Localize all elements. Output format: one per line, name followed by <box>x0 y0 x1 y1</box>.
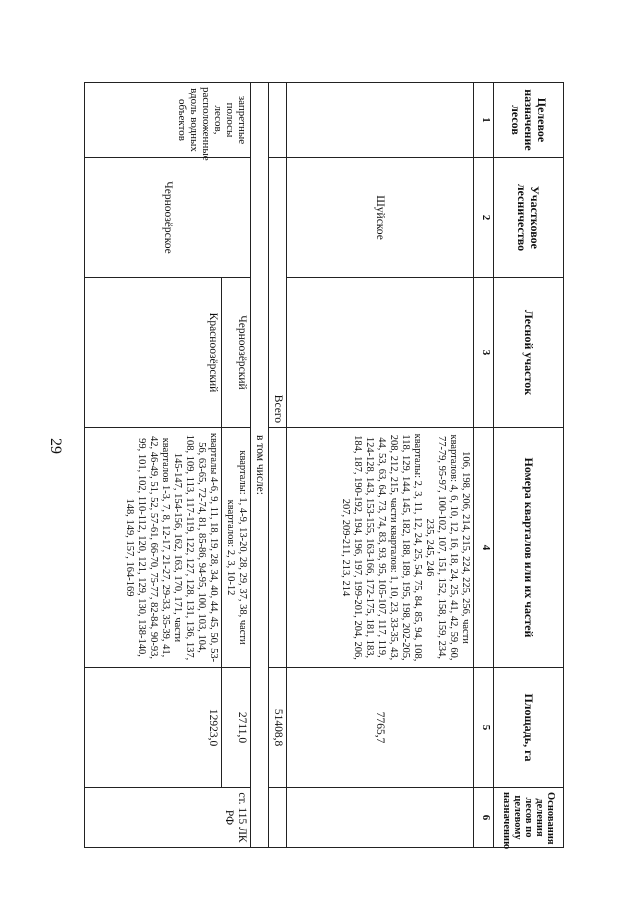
total-row <box>269 83 287 848</box>
chernoozerskiy-quarters: кварталы: 1, 4-9, 13-20, 28, 29, 37, 38, части кварталов: 2, 3, 10-12 <box>222 428 251 668</box>
krasnoozerskiy-quarters: кварталы 4-6, 9, 11, 18, 19, 28, 34, 40, 44, 45, 50, 53-56, 63-65, 72-74, 81, 85-86, 94-95, 100, 103, 104, 108, 109, 113, 117-119, 122, 127, 128, 131, 136, 137, 145-147, 154-156, 162, 163, 170, 171, части кварталов 1-3, 7, 8, 12-17, 21-27, 29-33, 35-39, 41, 42, 46-49, 51, 52, 57-61, 66-70, 75-77, 82-84, 90-93, 99, 101, 102, 110-112, 120, 121, 129, 130, 138-140, 148, 149, 157, 164-169 <box>85 428 222 668</box>
col-num-2: 2 <box>473 158 493 278</box>
total-area: 51408,8 <box>269 668 287 788</box>
header-area: Площадь, га <box>494 668 564 788</box>
shuya-row <box>287 83 473 848</box>
header-row <box>494 83 564 848</box>
plot-chernoozerskiy: Черноозёрский <box>222 278 251 428</box>
shuya-district: Шуйское <box>287 158 473 278</box>
shuya-area: 7765,7 <box>287 668 473 788</box>
basis-article: ст. 115 ЛК РФ <box>85 788 251 848</box>
col-num-4: 4 <box>473 428 493 668</box>
header-plot: Лесной участок <box>494 278 564 428</box>
col-num-3: 3 <box>473 278 493 428</box>
chernoozerskiy-area: 2711,0 <box>222 668 251 788</box>
header-quarters: Номера кварталов или их частей <box>494 428 564 668</box>
column-number-row <box>473 83 493 848</box>
group-purpose: запретные полосы лесов, расположенные вдоль водных объектов <box>85 83 251 158</box>
shuya-quarters-part1: 106, 198, 206, 214, 215, 224, 225, 256, части кварталов: 4, 6, 10, 12, 16, 18, 24, 25, 41, 42, 59, 60, 77-79, 95-97, 100-102, 107, 151, 152, 158, 159, 234, 235, 245, 246 <box>423 434 471 661</box>
col-num-6: 6 <box>473 788 493 848</box>
shuya-quarters <box>287 428 473 668</box>
header-district: Участковое лесничество <box>494 158 564 278</box>
chernoozerskoe-district: Черноозёрское <box>85 158 251 278</box>
col-num-5: 5 <box>473 668 493 788</box>
col-num-1: 1 <box>473 83 493 158</box>
group-label-row <box>251 83 269 848</box>
plot-krasnoozerskiy: Красноозёрский <box>85 278 222 428</box>
chernoozerskiy-row <box>222 83 251 848</box>
krasnoozerskiy-area: 12923,0 <box>85 668 222 788</box>
rotated-table-sheet <box>84 82 564 850</box>
page-number: 29 <box>47 438 64 454</box>
total-label: Всего <box>269 158 287 428</box>
group-label: в том числе: <box>251 83 269 848</box>
shuya-quarters-part2: кварталы: 2, 3, 11, 12, 24, 25, 54, 75, 84, 85, 94, 108, 118, 129, 144, 145, 182, 188, 189, 195, 198, 202-205, 208, 212, 215, части кварталов: 1, 10, 23, 33-35, 43, 44, 53, 63, 64, 73, 74, 83, 93, 95, 105-107, 117, 119, 124-128, 143, 153-155, 163-166, 172-175, 181, 183, 184, 187, 190-192, 194, 196, 197, 199-201, 204, 206, 207, 209-211, 213, 214 <box>339 433 423 662</box>
header-basis: Основания деления лесов по целевому назначению <box>494 788 564 848</box>
forest-purpose-table <box>84 82 564 848</box>
header-purpose: Целевое назначение лесов <box>494 83 564 158</box>
